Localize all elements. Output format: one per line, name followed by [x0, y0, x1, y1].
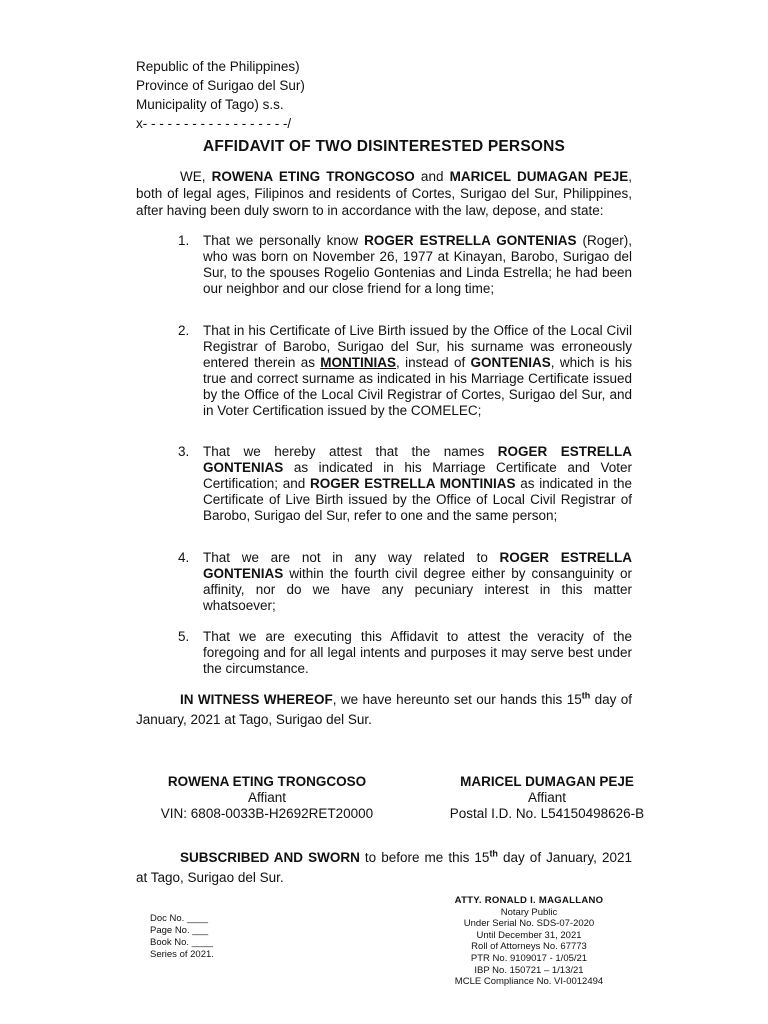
- venue-separator: x- - - - - - - - - - - - - - - - - -/: [136, 116, 292, 131]
- statement-bold: ROGER ESTRELLA GONTENIAS: [364, 233, 577, 248]
- statement-bold: GONTENIAS: [470, 355, 551, 370]
- venue-republic: Republic of the Philippines): [136, 59, 300, 74]
- notary-detail: Roll of Attorneys No. 67773: [471, 941, 587, 953]
- statement-item-5: [178, 629, 632, 677]
- statement-bold: ROGER ESTRELLA MONTINIAS: [310, 476, 516, 491]
- book-number: Book No. ____: [150, 937, 213, 948]
- signature-block-affiant2: [406, 774, 688, 822]
- intro-and: and: [414, 169, 450, 184]
- witness-text: day of January, 2021 at Tago, Surigao del Sur.: [136, 692, 633, 727]
- doc-number: Doc No. ____: [150, 913, 209, 924]
- statement-item-1: [178, 233, 632, 297]
- statement-number: 3.: [178, 444, 190, 459]
- statement-text: That we are executing this Affidavit to attest the veracity of the foregoing and for all legal intents and purposes it may serve best under the circumstance.: [203, 629, 632, 676]
- series-year: Series of 2021.: [150, 949, 214, 960]
- notary-name: ATTY. RONALD I. MAGALLANO: [454, 895, 604, 906]
- statement-text: (Roger), who was born on November 26, 1977 at Kinayan, Barobo, Surigao del Sur, to the spouses Rogelio Gontenias and Linda Estrella; he had been our neighbor and our close friend for a long time;: [203, 233, 633, 296]
- signatory-role: Affiant: [247, 790, 287, 805]
- statement-text: That in his Certificate of Live Birth issued by the Office of the Local Civil Registrar of Barobo, Surigao del Sur, his surname was erroneously entered therein as: [203, 323, 632, 370]
- affiant2-name: MARICEL DUMAGAN PEJE: [449, 169, 629, 184]
- statement-number: 2.: [178, 323, 190, 338]
- jurat-text: to before me this 15: [359, 850, 490, 865]
- venue-block: [136, 57, 305, 133]
- notary-block: [400, 895, 658, 988]
- notary-detail: MCLE Compliance No. VI-0012494: [454, 976, 604, 988]
- statement-text: as indicated in the Certificate of Live Birth issued by the Office of Local Civil Registrar of Barobo, Surigao del Sur, refer to one and the same person;: [203, 476, 632, 523]
- statement-text: That we are not in any way related to: [203, 550, 500, 565]
- witness-paragraph: [136, 690, 632, 730]
- signatory-id: Postal I.D. No. L54150498626-B: [449, 806, 645, 821]
- jurat-text: day of January, 2021 at Tago, Surigao del Sur.: [136, 850, 632, 885]
- intro-rest: , both of legal ages, Filipinos and residents of Cortes, Surigao del Sur, Philippines, after having been duly sworn to in accordance with the law, depose, and state:: [136, 169, 633, 218]
- jurat-heading: SUBSCRIBED AND SWORN: [180, 850, 360, 865]
- statement-item-4: [178, 550, 632, 614]
- notary-detail: Until December 31, 2021: [476, 929, 582, 941]
- statement-underlined: MONTINIAS: [320, 355, 397, 370]
- ordinal-suffix: th: [581, 690, 591, 701]
- statement-text: , instead of: [396, 355, 471, 370]
- statement-item-2: [178, 323, 632, 419]
- statement-bold: ROGER ESTRELLA GONTENIAS: [203, 550, 632, 581]
- intro-paragraph: [136, 168, 632, 219]
- signatory-id: VIN: 6808-0033B-H2692RET20000: [160, 806, 374, 821]
- signatory-role: Affiant: [527, 790, 567, 805]
- venue-province: Province of Surigao del Sur): [136, 78, 305, 93]
- jurat-paragraph: [136, 848, 632, 888]
- affiant1-name: ROWENA ETING TRONGCOSO: [211, 169, 415, 184]
- notary-detail: Notary Public: [500, 906, 558, 918]
- statement-text: as indicated in his Marriage Certificate and Voter Certification; and: [203, 460, 632, 491]
- witness-heading: IN WITNESS WHEREOF: [180, 692, 333, 707]
- statement-number: 4.: [178, 550, 190, 565]
- signatory-name: ROWENA ETING TRONGCOSO: [167, 774, 367, 789]
- ordinal-suffix: th: [489, 848, 498, 859]
- signatory-name: MARICEL DUMAGAN PEJE: [460, 774, 634, 789]
- statement-text: within the fourth civil degree either by consanguinity or affinity, nor do we have any pecuniary interest in this matter whatsoever;: [203, 566, 632, 613]
- statement-bold: ROGER ESTRELLA GONTENIAS: [203, 444, 632, 475]
- notarial-register-entries: [150, 913, 214, 961]
- statement-number: 1.: [178, 233, 190, 248]
- notary-detail: PTR No. 9109017 - 1/05/21: [470, 952, 588, 964]
- signature-block-affiant1: [136, 774, 398, 822]
- venue-municipality: Municipality of Tago) s.s.: [136, 97, 284, 112]
- document-title: AFFIDAVIT OF TWO DISINTERESTED PERSONS: [202, 138, 566, 155]
- statement-text: That we personally know: [203, 233, 365, 248]
- witness-text: , we have hereunto set our hands this 15: [332, 692, 582, 707]
- statement-text: That we hereby attest that the names: [203, 444, 498, 459]
- statement-number: 5.: [178, 629, 190, 644]
- statement-text: , which is his true and correct surname as indicated in his Marriage Certificate issued by the Office of the Local Civil Registrar of Cortes, Surigao del Sur, and in Voter Certification issued by the COMELEC;: [203, 355, 633, 418]
- page-number: Page No. ___: [150, 925, 209, 936]
- statement-item-3: [178, 444, 632, 524]
- intro-we: WE,: [180, 169, 212, 184]
- notary-detail: IBP No. 150721 – 1/13/21: [474, 964, 584, 976]
- notary-detail: Under Serial No. SDS-07-2020: [463, 918, 595, 930]
